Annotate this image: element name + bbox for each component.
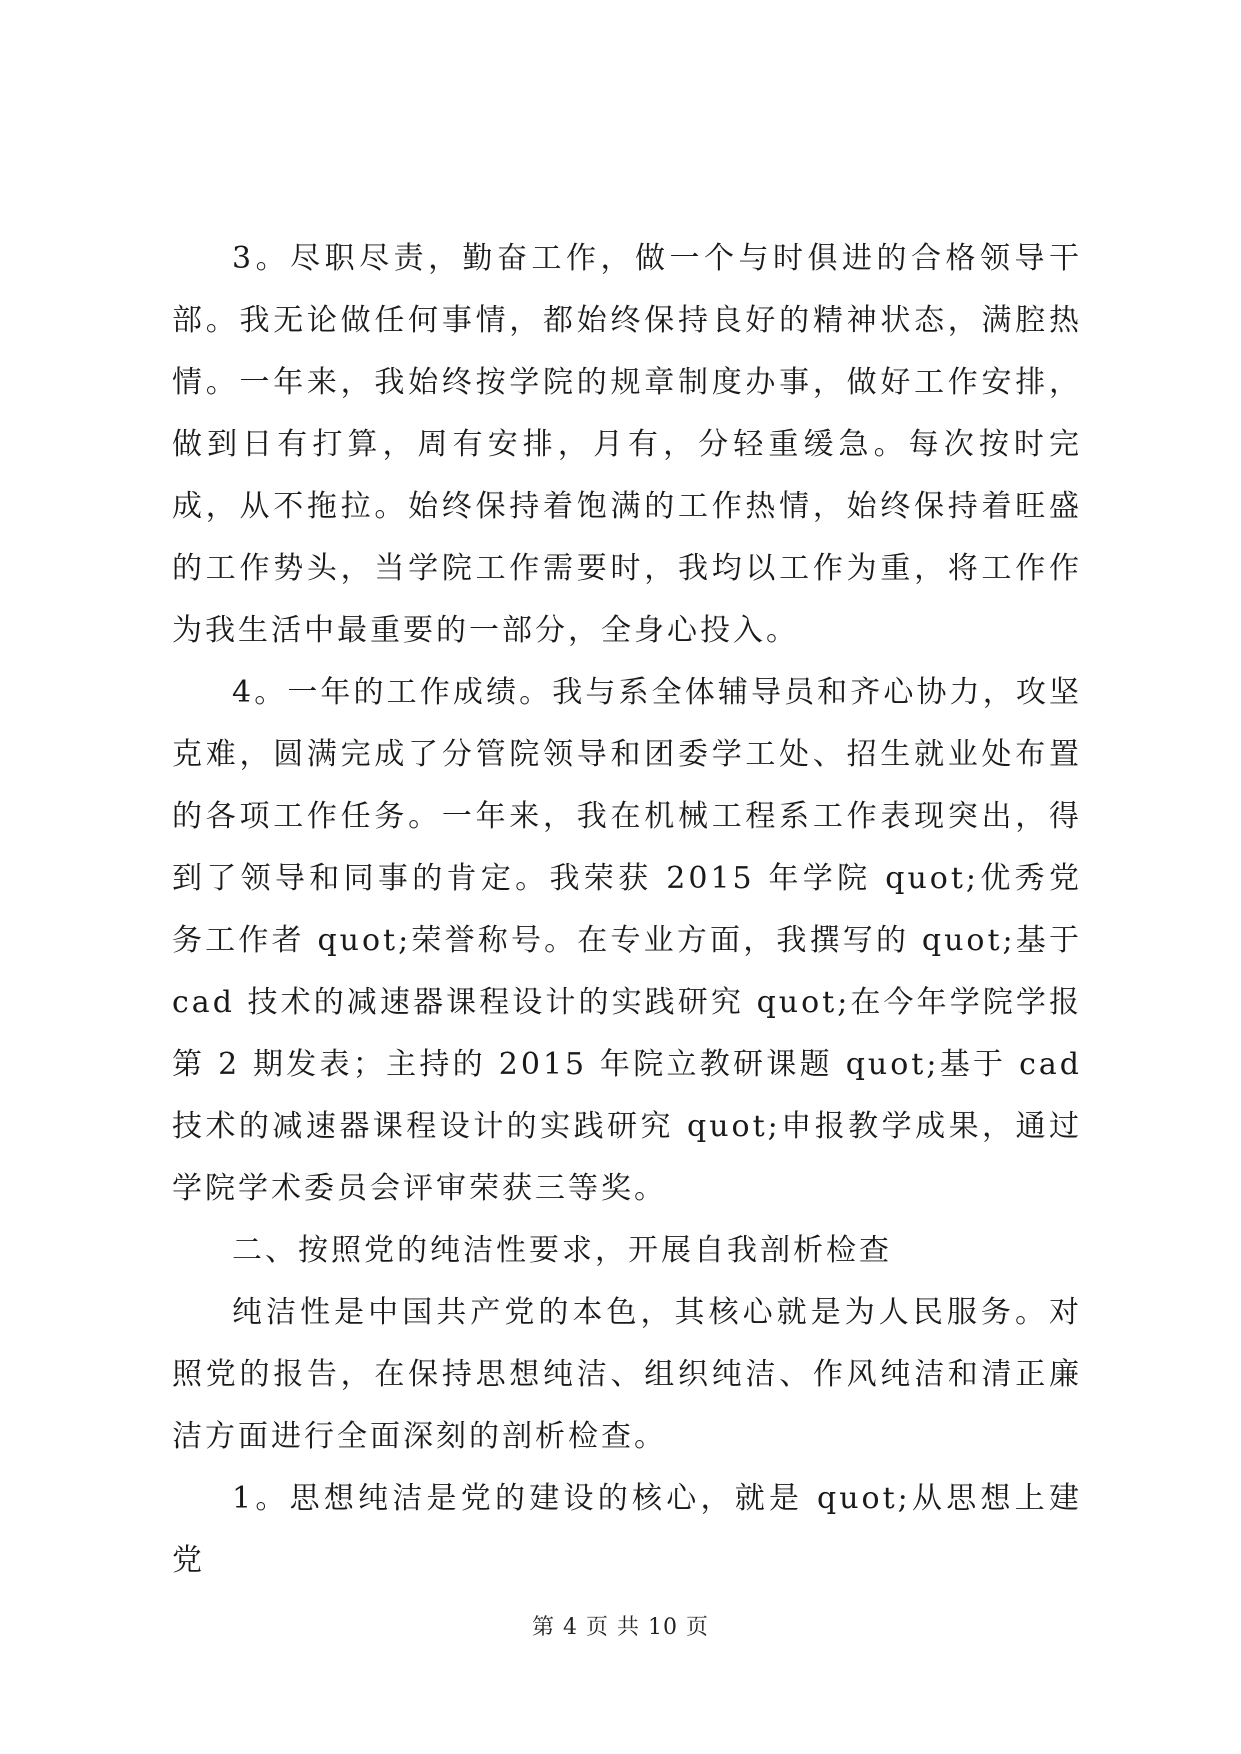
page-number-footer: 第 4 页 共 10 页 xyxy=(532,1615,709,1640)
paragraph-ideological-purity: 1。思想纯洁是党的建设的核心，就是 quot;从思想上建党 xyxy=(172,1481,1082,1578)
paragraph-achievements: 4。一年的工作成绩。我与系全体辅导员和齐心协力，攻坚克难，圆满完成了分管院领导和团委学工处、招生就业处布置的各项工作任务。一年来，我在机械工程系工作表现突出，得到了领导和同事的肯定。我荣获 2015 年学院 quot;优秀党务工作者 quot;荣誉称号。在专业方面，我撰写的 quot;基于 cad 技术的减速器课程设计的实践研究 quot;在今年学院学报第 2 期发表；主持的 2015 年院立教研课题 quot;基于 cad 技术的减速器课程设计的实践研究 quot;申报教学成果，通过学院学术委员会评审荣获三等奖。 xyxy=(172,675,1082,1206)
paragraph-purity: 纯洁性是中国共产党的本色，其核心就是为人民服务。对照党的报告，在保持思想纯洁、组织纯洁、作风纯洁和清正廉洁方面进行全面深刻的剖析检查。 xyxy=(172,1295,1082,1454)
section-heading-self-examination: 二、按照党的纯洁性要求，开展自我剖析检查 xyxy=(232,1233,892,1268)
paragraph-diligence: 3。尽职尽责，勤奋工作，做一个与时俱进的合格领导干部。我无论做任何事情，都始终保持良好的精神状态，满腔热情。一年来，我始终按学院的规章制度办事，做好工作安排，做到日有打算，周有安排，月有，分轻重缓急。每次按时完成，从不拖拉。始终保持着饱满的工作热情，始终保持着旺盛的工作势头，当学院工作需要时，我均以工作为重，将工作作为我生活中最重要的一部分，全身心投入。 xyxy=(172,241,1082,648)
document-body xyxy=(172,228,1082,1592)
